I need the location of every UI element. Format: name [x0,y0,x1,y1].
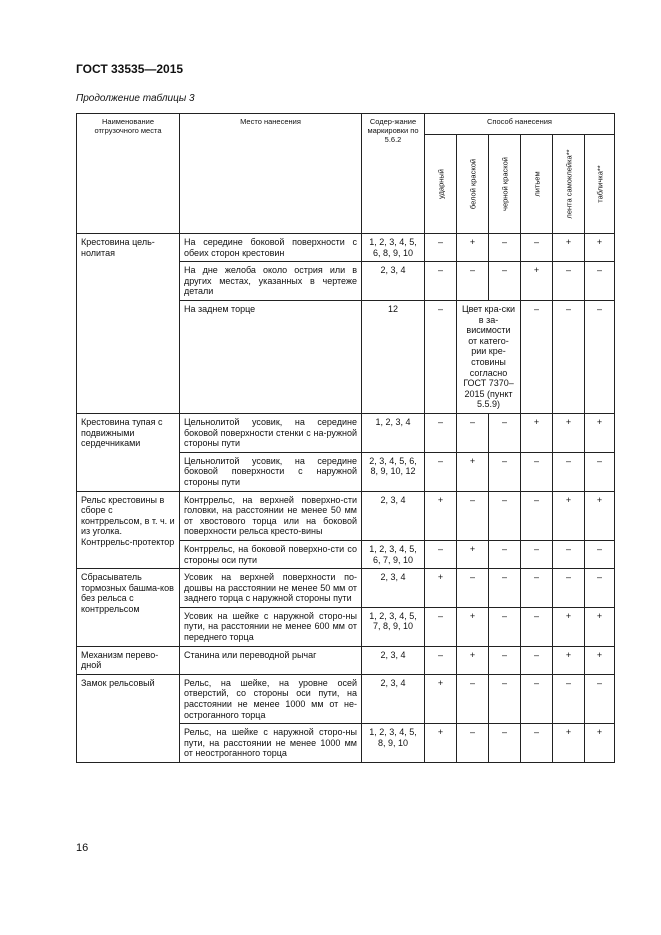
method-cell: + [585,234,615,262]
method-cell: – [553,674,585,723]
row-place: На дне желоба около острия или в других местах, указанных в чертеже детали [180,262,362,301]
method-cell: + [425,674,457,723]
row-place: Контррельс, на верхней поверхно-сти головки, на расстоянии не менее 50 мм от хвостового торца или на боковой поверхности рельса кресто-вины [180,491,362,540]
method-cell: – [521,452,553,491]
method-cell: + [585,724,615,763]
method-cell: – [521,300,553,413]
row-name: Замок рельсовый [77,674,180,762]
method-cell: – [425,646,457,674]
method-cell: – [585,674,615,723]
document-title: ГОСТ 33535—2015 [76,62,184,76]
paint-color-note: Цвет кра-ски в за-висимости от катего-рии кре-стовины согласно ГОСТ 7370–2015 (пункт 5.5.9) [457,300,521,413]
row-content: 2, 3, 4 [362,491,425,540]
method-cell: – [521,646,553,674]
row-place: На заднем торце [180,300,362,413]
header-content: Содер-жание маркировки по 5.6.2 [362,114,425,234]
method-cell: + [553,646,585,674]
method-cell: + [425,491,457,540]
method-cell: + [585,646,615,674]
row-content: 2, 3, 4 [362,674,425,723]
method-cell: – [553,300,585,413]
header-method-tape: лента самоклейка** [553,135,585,234]
row-place: Контррельс, на боковой поверхно-сти со стороны оси пути [180,540,362,568]
method-cell: – [489,724,521,763]
row-name: Сбрасыватель тормозных башма-ков без рельса с контррельсом [77,569,180,647]
method-cell: – [585,452,615,491]
method-cell: – [521,540,553,568]
method-cell: – [489,607,521,646]
header-method-impact: ударный [425,135,457,234]
row-place: Усовик на верхней поверхности по-дошвы на расстоянии не менее 50 мм от заднего торца с наружной стороны пути [180,569,362,608]
table-row [77,569,615,608]
header-method-casting: литьем [521,135,553,234]
method-cell: + [425,724,457,763]
method-cell: – [521,607,553,646]
method-cell: – [457,674,489,723]
method-cell: + [457,646,489,674]
method-cell: – [489,491,521,540]
method-cell: – [553,569,585,608]
method-cell: – [553,452,585,491]
table-row [77,413,615,452]
method-cell: + [457,234,489,262]
method-cell: – [425,452,457,491]
method-cell: – [489,262,521,301]
header-name: Наименование отгрузочного места [77,114,180,234]
method-cell: + [585,491,615,540]
row-content: 2, 3, 4 [362,646,425,674]
method-cell: – [425,234,457,262]
header-method-plate: табличка** [585,135,615,234]
method-cell: – [489,540,521,568]
table-header-row [77,114,615,135]
method-cell: – [585,540,615,568]
method-cell: – [553,540,585,568]
method-cell: – [585,569,615,608]
row-content: 12 [362,300,425,413]
method-cell: – [521,234,553,262]
method-cell: – [521,491,553,540]
row-content: 1, 2, 3, 4, 5, 8, 9, 10 [362,724,425,763]
row-name: Механизм перево-дной [77,646,180,674]
method-cell: – [553,262,585,301]
row-place: Цельнолитой усовик, на середине боковой поверхности с наружной стороны пути [180,452,362,491]
method-cell: + [585,607,615,646]
method-cell: – [585,300,615,413]
method-cell: + [425,569,457,608]
header-place: Место нанесения [180,114,362,234]
method-cell: + [553,413,585,452]
method-cell: + [553,724,585,763]
method-cell: + [457,540,489,568]
method-cell: – [457,724,489,763]
method-cell: + [585,413,615,452]
row-name: Крестовина цель-нолитая [77,234,180,414]
method-cell: – [425,540,457,568]
method-cell: + [553,607,585,646]
method-cell: + [521,262,553,301]
method-cell: – [425,300,457,413]
row-place: Рельс, на шейке с наружной сторо-ны пути, на расстоянии не менее 1000 мм от неостроганного торца [180,724,362,763]
marking-table [76,113,615,763]
row-content: 1, 2, 3, 4, 5, 7, 8, 9, 10 [362,607,425,646]
method-cell: – [489,674,521,723]
method-cell: – [425,413,457,452]
method-cell: – [489,646,521,674]
table-row [77,491,615,540]
method-cell: + [521,413,553,452]
row-content: 2, 3, 4, 5, 6, 8, 9, 10, 12 [362,452,425,491]
row-content: 2, 3, 4 [362,262,425,301]
method-cell: – [489,234,521,262]
table-row [77,646,615,674]
page-number: 16 [76,842,89,854]
method-cell: + [553,491,585,540]
row-name: Рельс крестовины в сборе с контррельсом, в т. ч. и из уголка. Контррельс-протектор [77,491,180,569]
row-content: 2, 3, 4 [362,569,425,608]
method-cell: – [457,491,489,540]
row-place: На середине боковой поверхности с обеих сторон крестовин [180,234,362,262]
method-cell: – [425,262,457,301]
method-cell: – [521,674,553,723]
method-cell: – [457,262,489,301]
method-cell: – [457,413,489,452]
method-cell: – [489,569,521,608]
header-method: Способ нанесения [425,114,615,135]
table-row [77,234,615,262]
method-cell: + [457,607,489,646]
method-cell: + [553,234,585,262]
method-cell: – [489,452,521,491]
row-place: Станина или переводной рычаг [180,646,362,674]
row-name: Крестовина тупая с подвижными сердечниками [77,413,180,491]
table-row [77,674,615,723]
row-content: 1, 2, 3, 4 [362,413,425,452]
row-content: 1, 2, 3, 4, 5, 6, 7, 9, 10 [362,540,425,568]
header-method-white-paint: белой краской [457,135,489,234]
method-cell: – [521,569,553,608]
row-place: Рельс, на шейке, на уровне осей отверстий, со стороны оси пути, на расстоянии не менее 1000 мм от не-остроганного торца [180,674,362,723]
method-cell: – [457,569,489,608]
table-caption: Продолжение таблицы 3 [76,93,195,104]
method-cell: – [425,607,457,646]
header-method-black-paint: черной краской [489,135,521,234]
method-cell: + [457,452,489,491]
row-content: 1, 2, 3, 4, 5, 6, 8, 9, 10 [362,234,425,262]
row-place: Усовик на шейке с наружной сторо-ны пути, на расстоянии не менее 600 мм от переднего торца [180,607,362,646]
method-cell: – [521,724,553,763]
row-place: Цельнолитой усовик, на середине боковой поверхности стенки с на-ружной стороны пути [180,413,362,452]
method-cell: – [489,413,521,452]
method-cell: – [585,262,615,301]
